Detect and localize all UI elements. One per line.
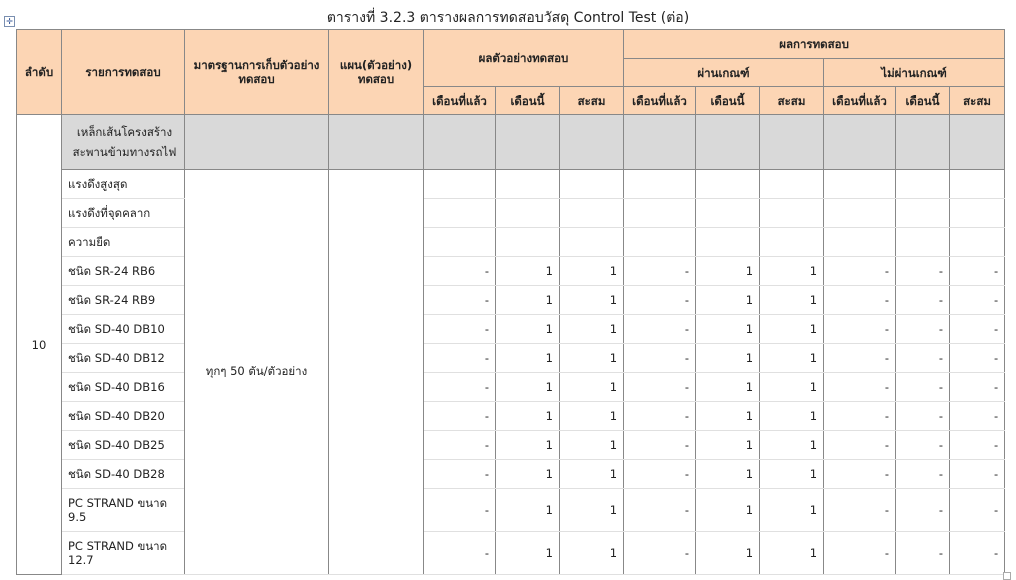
header-fail: ไม่ผ่านเกณฑ์ xyxy=(824,59,1005,87)
value-cell: - xyxy=(824,532,896,575)
table-move-handle-icon[interactable]: ✛ xyxy=(4,16,15,27)
value-cell xyxy=(824,199,896,228)
value-cell: 1 xyxy=(560,532,624,575)
value-cell: - xyxy=(950,315,1005,344)
value-cell: 1 xyxy=(760,373,824,402)
value-cell xyxy=(696,199,760,228)
value-cell: - xyxy=(424,257,496,286)
value-cell: - xyxy=(824,402,896,431)
value-cell: - xyxy=(424,431,496,460)
value-cell: 1 xyxy=(496,489,560,532)
header-fail-cumulative: สะสม xyxy=(950,87,1005,115)
value-cell xyxy=(950,228,1005,257)
value-cell: - xyxy=(896,460,950,489)
value-cell: 1 xyxy=(696,315,760,344)
value-cell xyxy=(824,228,896,257)
value-cell: - xyxy=(424,402,496,431)
value-cell xyxy=(624,170,696,199)
value-cell: - xyxy=(824,315,896,344)
value-cell: 1 xyxy=(496,402,560,431)
band-cell xyxy=(760,115,824,170)
value-cell: - xyxy=(624,460,696,489)
value-cell: 1 xyxy=(496,344,560,373)
test-item-name: ชนิด SR-24 RB9 xyxy=(62,286,185,315)
value-cell: - xyxy=(624,344,696,373)
value-cell: - xyxy=(824,373,896,402)
value-cell: - xyxy=(824,257,896,286)
test-item-name: ชนิด SD-40 DB10 xyxy=(62,315,185,344)
value-cell: - xyxy=(896,431,950,460)
group-seq: 10 xyxy=(17,115,62,575)
test-item-name: PC STRAND ขนาด 9.5 xyxy=(62,489,185,532)
value-cell: 1 xyxy=(496,257,560,286)
value-cell: - xyxy=(950,489,1005,532)
value-cell: 1 xyxy=(560,315,624,344)
value-cell: 1 xyxy=(560,402,624,431)
value-cell: 1 xyxy=(760,315,824,344)
value-cell: - xyxy=(824,344,896,373)
header-fail-last-month: เดือนที่แล้ว xyxy=(824,87,896,115)
table-row xyxy=(17,402,1005,431)
value-cell: - xyxy=(424,489,496,532)
value-cell: 1 xyxy=(696,489,760,532)
band-cell xyxy=(896,115,950,170)
value-cell: - xyxy=(950,431,1005,460)
value-cell: 1 xyxy=(696,373,760,402)
value-cell: - xyxy=(624,373,696,402)
value-cell: 1 xyxy=(496,373,560,402)
value-cell xyxy=(424,170,496,199)
value-cell: 1 xyxy=(760,286,824,315)
value-cell: 1 xyxy=(560,489,624,532)
test-item-name: ชนิด SR-24 RB6 xyxy=(62,257,185,286)
band-cell xyxy=(496,115,560,170)
table-row xyxy=(17,170,1005,199)
value-cell: - xyxy=(896,286,950,315)
value-cell: - xyxy=(950,460,1005,489)
value-cell: - xyxy=(424,460,496,489)
value-cell xyxy=(560,170,624,199)
test-item-name: แรงดึงที่จุดคลาก xyxy=(62,199,185,228)
value-cell: 1 xyxy=(560,431,624,460)
table-row xyxy=(17,228,1005,257)
value-cell: - xyxy=(950,532,1005,575)
value-cell xyxy=(624,199,696,228)
value-cell: - xyxy=(424,315,496,344)
table-row xyxy=(17,315,1005,344)
table-row xyxy=(17,257,1005,286)
header-pass-last-month: เดือนที่แล้ว xyxy=(624,87,696,115)
value-cell xyxy=(896,228,950,257)
value-cell: - xyxy=(896,489,950,532)
value-cell: 1 xyxy=(696,344,760,373)
value-cell: 1 xyxy=(696,257,760,286)
value-cell: - xyxy=(824,286,896,315)
test-item-name: ชนิด SD-40 DB25 xyxy=(62,431,185,460)
value-cell xyxy=(560,199,624,228)
value-cell: - xyxy=(424,344,496,373)
header-fail-this-month: เดือนนี้ xyxy=(896,87,950,115)
header-seq: ลำดับ xyxy=(17,30,62,115)
value-cell xyxy=(624,228,696,257)
table-row xyxy=(17,373,1005,402)
value-cell: 1 xyxy=(696,286,760,315)
value-cell: - xyxy=(950,257,1005,286)
value-cell: - xyxy=(624,257,696,286)
value-cell xyxy=(496,170,560,199)
value-cell xyxy=(496,199,560,228)
value-cell: 1 xyxy=(496,532,560,575)
band-cell xyxy=(950,115,1005,170)
value-cell xyxy=(560,228,624,257)
value-cell xyxy=(424,199,496,228)
header-pass: ผ่านเกณฑ์ xyxy=(624,59,824,87)
table-resize-handle[interactable] xyxy=(1003,572,1011,580)
band-cell xyxy=(696,115,760,170)
value-cell: - xyxy=(824,431,896,460)
value-cell: 1 xyxy=(696,532,760,575)
header-samples: ผลตัวอย่างทดสอบ xyxy=(424,30,624,87)
value-cell: - xyxy=(624,402,696,431)
value-cell: - xyxy=(896,257,950,286)
table-row xyxy=(17,286,1005,315)
value-cell: 1 xyxy=(560,344,624,373)
control-test-table xyxy=(16,29,1005,575)
band-cell xyxy=(329,115,424,170)
group-title: เหล็กเส้นโครงสร้างสะพานข้ามทางรถไฟ xyxy=(62,115,185,170)
value-cell: - xyxy=(824,489,896,532)
value-cell: - xyxy=(624,286,696,315)
value-cell: 1 xyxy=(696,402,760,431)
value-cell xyxy=(760,228,824,257)
table-row xyxy=(17,532,1005,575)
test-item-name: ชนิด SD-40 DB20 xyxy=(62,402,185,431)
band-cell xyxy=(424,115,496,170)
value-cell: 1 xyxy=(696,431,760,460)
header-samples-this-month: เดือนนี้ xyxy=(496,87,560,115)
header-pass-this-month: เดือนนี้ xyxy=(696,87,760,115)
header-pass-cumulative: สะสม xyxy=(760,87,824,115)
value-cell: 1 xyxy=(496,286,560,315)
value-cell: 1 xyxy=(760,257,824,286)
value-cell: - xyxy=(896,344,950,373)
value-cell: - xyxy=(950,373,1005,402)
test-item-name: ความยืด xyxy=(62,228,185,257)
value-cell xyxy=(824,170,896,199)
value-cell xyxy=(950,170,1005,199)
value-cell: - xyxy=(424,373,496,402)
test-item-name: PC STRAND ขนาด 12.7 xyxy=(62,532,185,575)
test-item-name: ชนิด SD-40 DB28 xyxy=(62,460,185,489)
value-cell: 1 xyxy=(760,402,824,431)
value-cell: 1 xyxy=(760,489,824,532)
band-cell xyxy=(824,115,896,170)
value-cell: 1 xyxy=(760,431,824,460)
value-cell xyxy=(496,228,560,257)
value-cell: 1 xyxy=(560,286,624,315)
value-cell xyxy=(760,170,824,199)
value-cell: - xyxy=(950,286,1005,315)
table-row xyxy=(17,431,1005,460)
value-cell xyxy=(950,199,1005,228)
value-cell xyxy=(896,199,950,228)
value-cell: - xyxy=(824,460,896,489)
value-cell: 1 xyxy=(760,460,824,489)
test-item-name: ชนิด SD-40 DB12 xyxy=(62,344,185,373)
value-cell xyxy=(696,228,760,257)
header-standard: มาตรฐานการเก็บตัวอย่างทดสอบ xyxy=(185,30,329,115)
value-cell: 1 xyxy=(496,315,560,344)
value-cell: - xyxy=(624,489,696,532)
band-cell xyxy=(185,115,329,170)
value-cell: 1 xyxy=(560,257,624,286)
plan-cell xyxy=(329,170,424,575)
value-cell: 1 xyxy=(560,460,624,489)
value-cell: 1 xyxy=(560,373,624,402)
value-cell: - xyxy=(624,431,696,460)
value-cell: - xyxy=(896,373,950,402)
header-item: รายการทดสอบ xyxy=(62,30,185,115)
value-cell: - xyxy=(896,402,950,431)
value-cell xyxy=(424,228,496,257)
band-cell xyxy=(624,115,696,170)
value-cell: 1 xyxy=(760,532,824,575)
header-samples-cumulative: สะสม xyxy=(560,87,624,115)
value-cell xyxy=(896,170,950,199)
value-cell: - xyxy=(950,402,1005,431)
table-caption: ตารางที่ 3.2.3 ตารางผลการทดสอบวัสดุ Control Test (ต่อ) xyxy=(326,10,690,26)
value-cell xyxy=(696,170,760,199)
value-cell xyxy=(760,199,824,228)
group-title-row xyxy=(17,115,1005,170)
band-cell xyxy=(560,115,624,170)
value-cell: - xyxy=(424,286,496,315)
value-cell: 1 xyxy=(760,344,824,373)
value-cell: 1 xyxy=(496,431,560,460)
test-item-name: แรงดึงสูงสุด xyxy=(62,170,185,199)
value-cell: 1 xyxy=(496,460,560,489)
table-row xyxy=(17,199,1005,228)
test-item-name: ชนิด SD-40 DB16 xyxy=(62,373,185,402)
table-row xyxy=(17,460,1005,489)
value-cell: - xyxy=(424,532,496,575)
value-cell: - xyxy=(624,532,696,575)
table-row xyxy=(17,344,1005,373)
value-cell: - xyxy=(896,315,950,344)
value-cell: 1 xyxy=(696,460,760,489)
sampling-standard: ทุกๆ 50 ตัน/ตัวอย่าง xyxy=(185,170,329,575)
header-samples-last-month: เดือนที่แล้ว xyxy=(424,87,496,115)
value-cell: - xyxy=(624,315,696,344)
header-results: ผลการทดสอบ xyxy=(624,30,1005,59)
value-cell: - xyxy=(950,344,1005,373)
table-row xyxy=(17,489,1005,532)
header-plan: แผน(ตัวอย่าง) ทดสอบ xyxy=(329,30,424,115)
value-cell: - xyxy=(896,532,950,575)
